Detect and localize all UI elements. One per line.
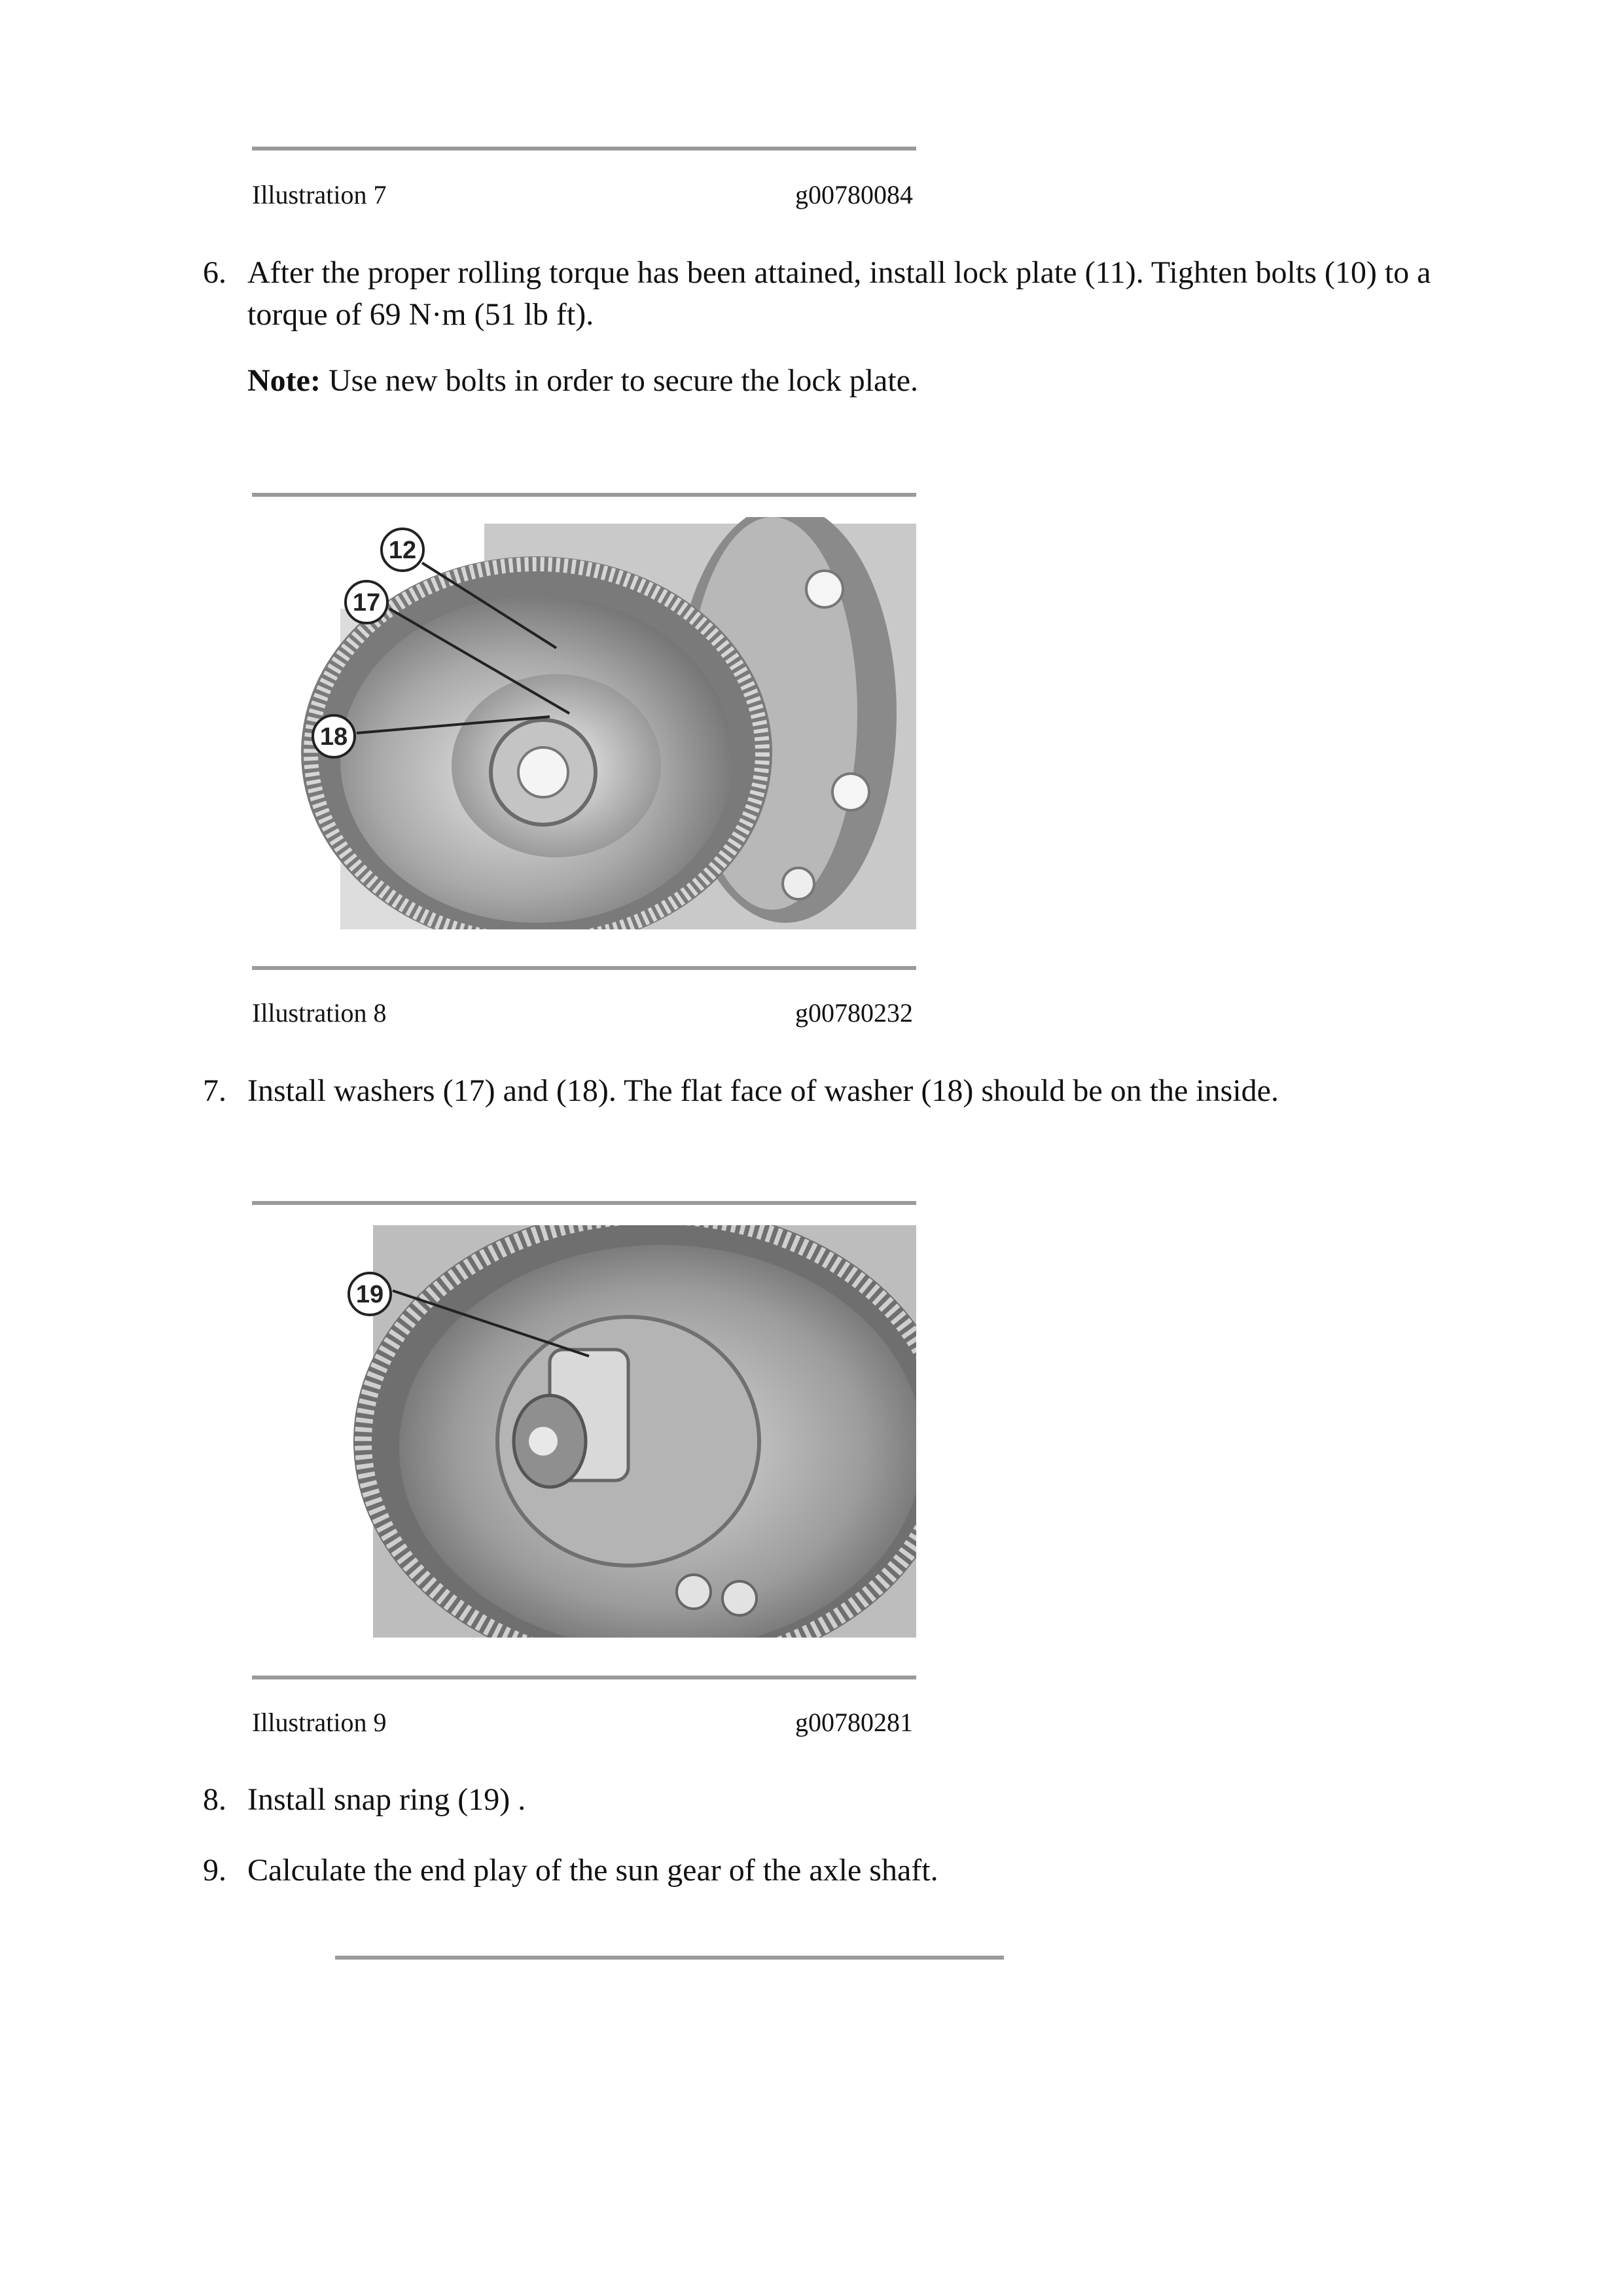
svg-text:12: 12 <box>388 537 417 564</box>
next-illustration-top-rule <box>335 1956 1004 1960</box>
callout-12 <box>382 529 423 571</box>
callout-19 <box>349 1273 391 1315</box>
note <box>247 360 1491 402</box>
illustration-7-top-rule <box>252 147 916 151</box>
callout-17 <box>346 581 387 623</box>
svg-text:18: 18 <box>319 723 348 751</box>
illustration-7-label: Illustration 7 <box>252 180 387 209</box>
illustration-9-top-rule <box>252 1201 916 1205</box>
illustration-8-top-rule <box>252 493 916 497</box>
step-8-number: 8. <box>203 1782 226 1817</box>
illustration-9-photo <box>262 1225 916 1638</box>
step-9-number: 9. <box>203 1853 226 1888</box>
step-6-number: 6. <box>203 255 226 290</box>
planetary-gear-photo-9 <box>262 1225 916 1638</box>
note-text: Use new bolts in order to secure the lock plate. <box>320 363 918 398</box>
illustration-9-code: g00780281 <box>795 1708 913 1737</box>
step-6-text: After the proper rolling torque has been attained, install lock plate (11). Tighten bolts (10) to a torque of 69 N·m (51 lb ft). <box>247 255 1431 332</box>
illustration-8-label: Illustration 8 <box>252 998 387 1028</box>
illustration-8-bottom-rule <box>252 966 916 970</box>
illustration-8-photo <box>262 517 916 929</box>
callout-18 <box>313 715 355 757</box>
note-label: Note: <box>247 363 321 398</box>
step-7-number: 7. <box>203 1073 226 1108</box>
svg-text:19: 19 <box>355 1281 384 1308</box>
planetary-gear-photo-8 <box>262 517 916 929</box>
illustration-9-bottom-rule <box>252 1676 916 1679</box>
step-9-text: Calculate the end play of the sun gear of the axle shaft. <box>247 1853 938 1888</box>
svg-text:17: 17 <box>352 589 381 617</box>
illustration-8-code: g00780232 <box>795 998 913 1028</box>
step-7-text: Install washers (17) and (18). The flat face of washer (18) should be on the inside. <box>247 1073 1279 1108</box>
illustration-9-label: Illustration 9 <box>252 1708 387 1737</box>
step-8-text: Install snap ring (19) . <box>247 1782 526 1817</box>
illustration-7-code: g00780084 <box>795 180 913 209</box>
